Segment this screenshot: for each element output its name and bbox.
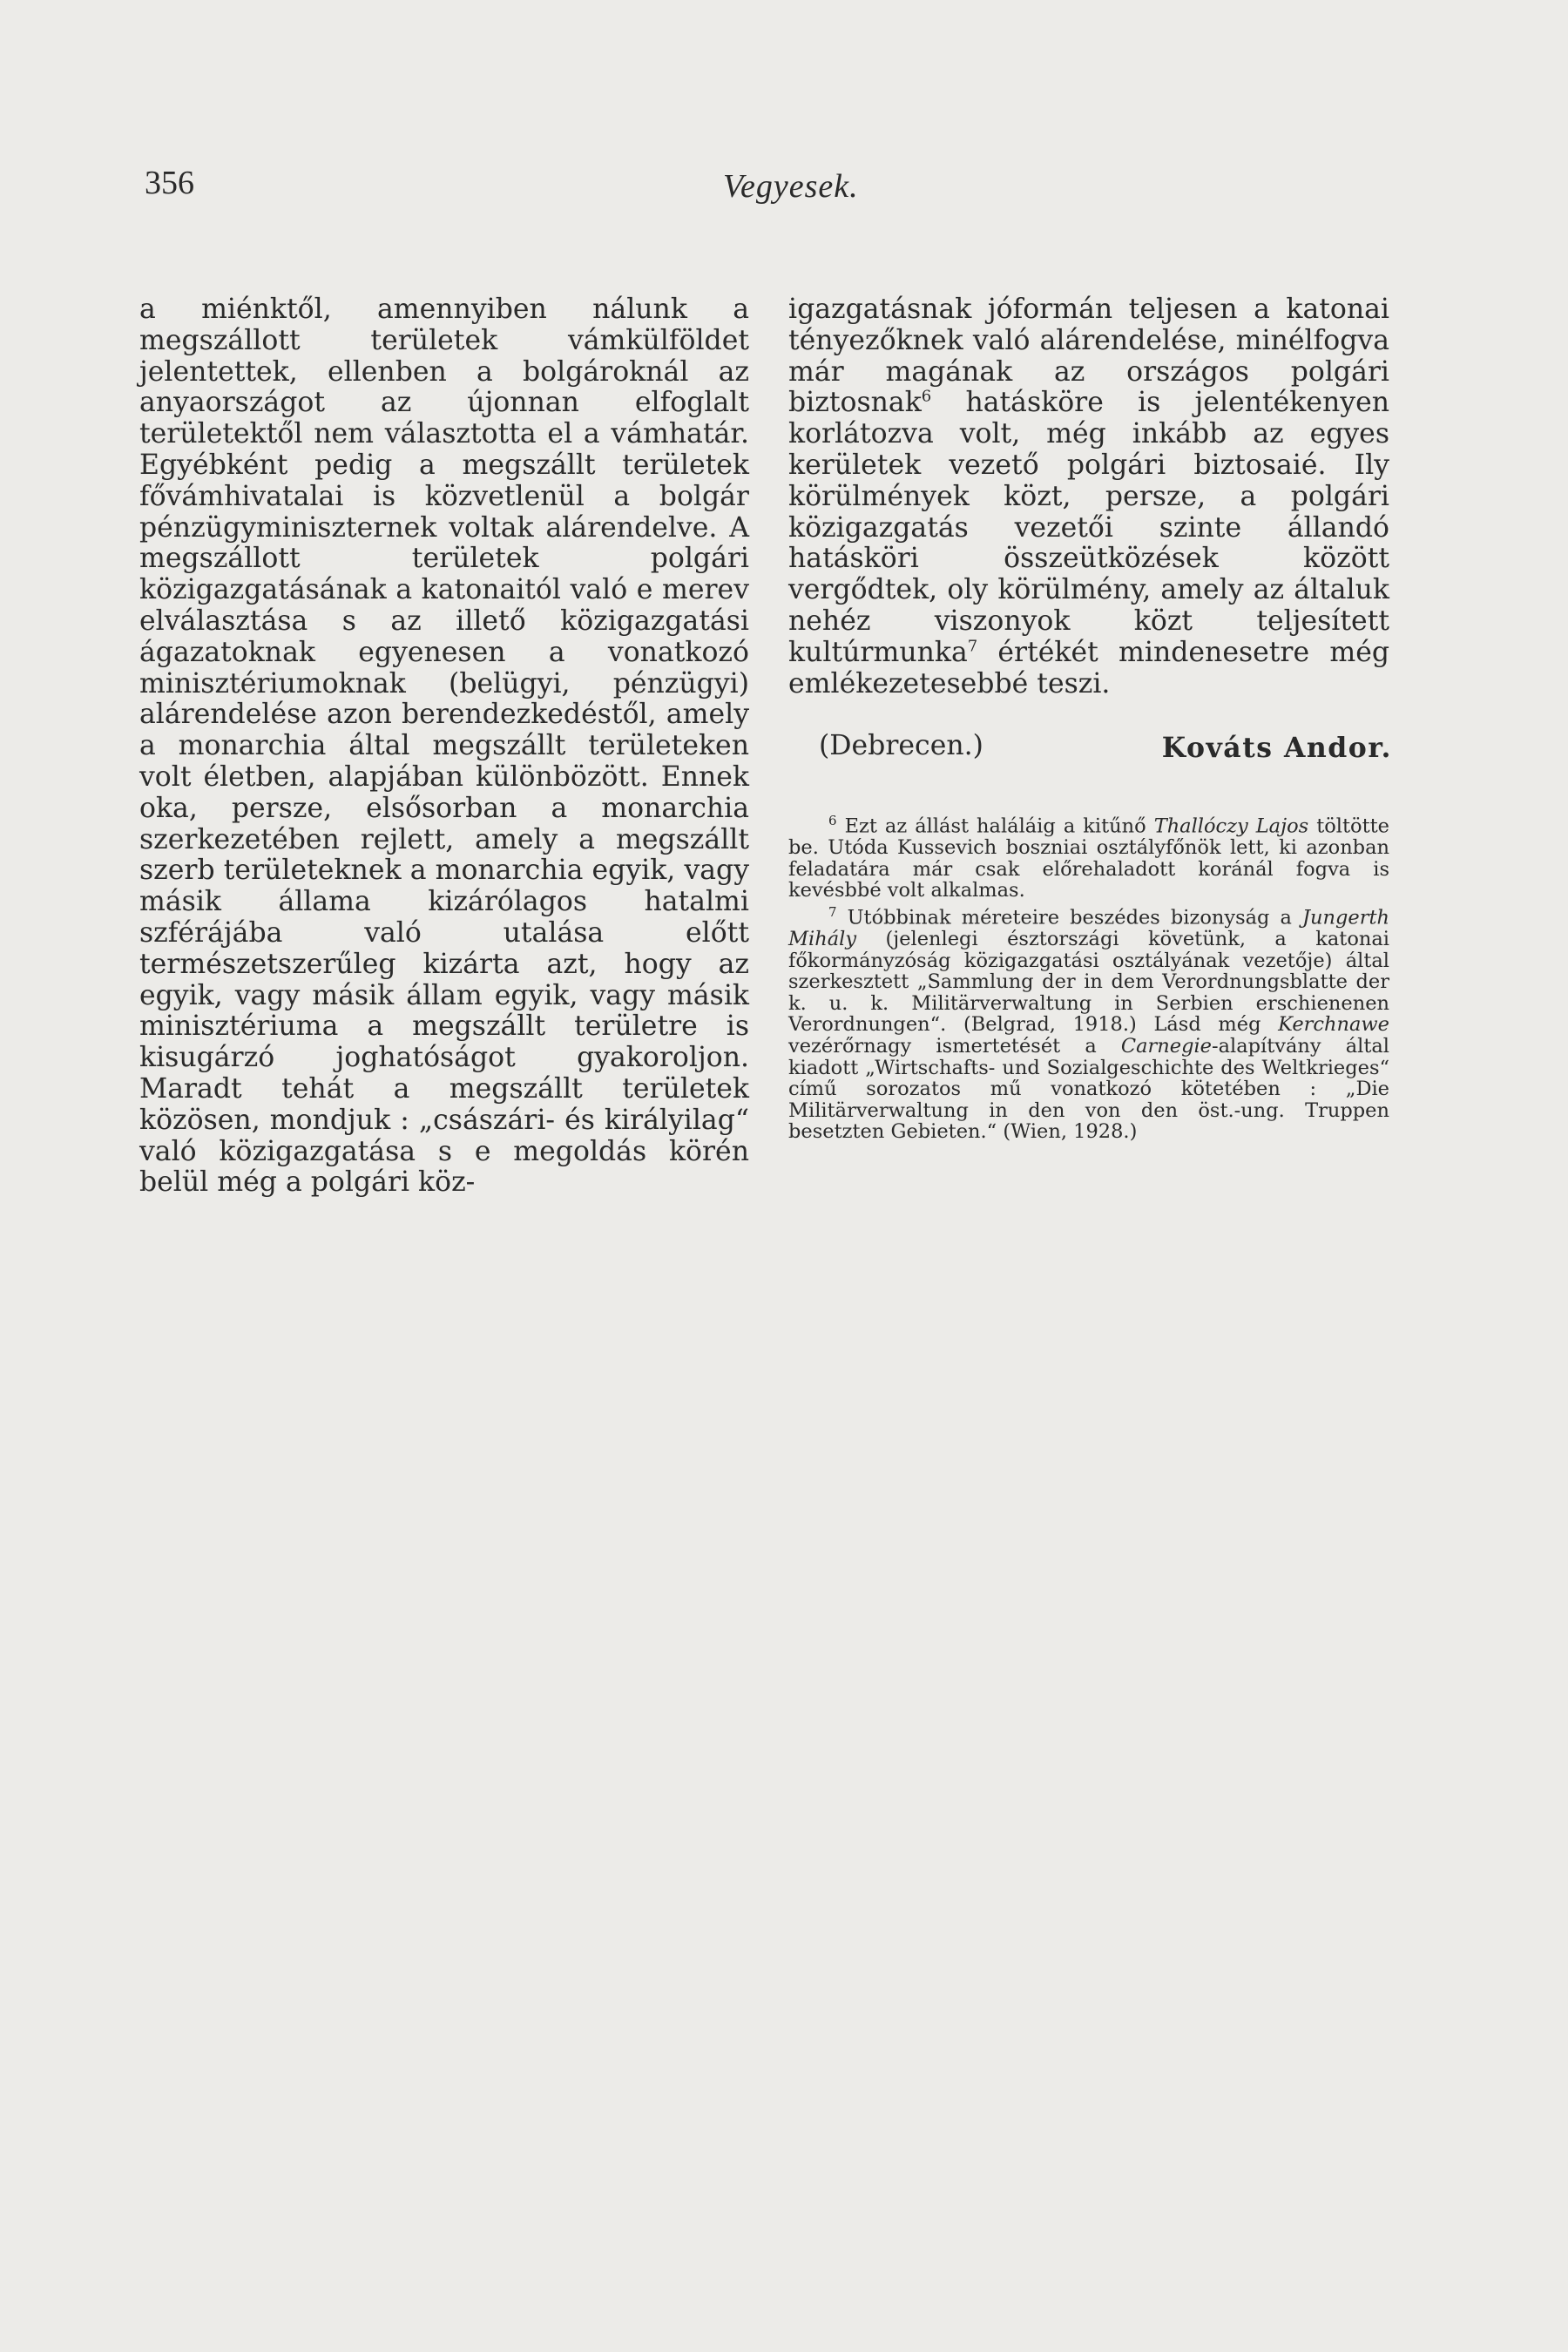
footnote-7-name-jungerth: Jungerth Mihály [788, 906, 1389, 950]
right-text-part2: hatásköre is jelentékenyen korlátozva volt, még inkább az egyes kerületek vezető polgári biztosaié. Ily körülmények közt, persze, a polgári közigazgatás vezetői szinte állandó hatásköri összeütközések között vergődtek, oly körülmény, amely az általuk nehéz viszonyok közt teljesített kultúrmunka [788, 387, 1389, 668]
footnote-ref-6: 6 [921, 387, 932, 406]
signature-author: Kováts Andor. [1161, 732, 1392, 764]
page-number: 356 [145, 165, 194, 201]
left-column-text: a miénktől, amennyiben nálunk a megszállott területek vámkülföldet jelentettek, ellenben a bolgároknál az anyaországot az újonnan elfoglalt területektől nem választotta el a vámhatár. Egyébként pedig a megszállt területek fővámhivatalai is közvetlenül a bolgár pénzügyminiszternek voltak alárendelve. A megszállott területek polgári közigazgatásának a katonaitól való e merev elválasztása s az illető közigazgatási ágazatoknak egyenesen a vonatkozó minisztériumoknak (belügyi, pénzügyi) alárendelése azon berendezkedéstől, amely a monarchia által megszállt területeken volt életben, alapjában különbözött. Ennek oka, persze, elsősorban a monarchia szerkezetében rejlett, amely a megszállt szerb területeknek a monarchia egyik, vagy másik állama kizárólagos hatalmi szférájába való utalása előtt természetszerűleg kizárta azt, hogy az egyik, vagy másik állam egyik, vagy másik minisztériuma a megszállt területre is kisugárzó joghatóságot gyakoroljon. Maradt tehát a megszállt területek közösen, mondjuk : „császári- és királyilag“ való közigazgatása s e megoldás körén belül még a polgári köz- [139, 294, 749, 1199]
right-text-part3: értékét mindenesetre még emlékezetesebbé teszi. [788, 636, 1389, 700]
footnote-7-text-b: (jelenlegi észtországi követünk, a katonai főkormányzóság közigazgatási osztályának vezetője) által szerkesztett „Sammlung der in dem Verordnungsblatte der k. u. k. Militärverwaltung in Serbien erschienenen Verordnungen“. (Belgrad, 1918.) Lásd még [788, 927, 1389, 1037]
footnote-7-text-c: vezérőrnagy ismertetését a [788, 1034, 1121, 1058]
right-text-part1: igazgatásnak jóformán teljesen a katonai tényezőknek való alárendelése, minélfogva már magának az országos polgári biztosnak [788, 294, 1389, 419]
footnote-ref-7: 7 [967, 637, 978, 656]
page-header [139, 164, 1394, 216]
footnote-7-name-carnegie: Carnegie [1120, 1034, 1212, 1058]
running-head: Vegyesek. [723, 168, 859, 205]
footnote-7 [788, 902, 1389, 1143]
footnote-7-name-kerchnawe: Kerchnawe [1278, 1013, 1389, 1037]
footnote-7-text-a: Utóbbinak méreteire beszédes bizonyság a [836, 906, 1302, 929]
footnote-6 [788, 810, 1389, 902]
signature-line [819, 730, 1394, 768]
right-column-text [788, 294, 1389, 700]
left-column [139, 294, 749, 1199]
signature-place: (Debrecen.) [819, 730, 983, 761]
footnote-6-text-a: Ezt az állást haláláig a kitűnő [836, 814, 1154, 838]
footnote-6-number: 6 [828, 813, 837, 828]
footnote-6-text-b: töltötte be. Utóda Kussevich boszniai osztályfőnök lett, ki azonban feladatára már csak előrehaladott koránál fogva is kevésbbé volt alkalmas. [788, 814, 1389, 902]
footnotes [788, 810, 1389, 1143]
footnote-7-text-d: -alapítvány által kiadott „Wirtschafts- und Sozialgeschichte des Weltkrieges“ című sorozatos mű vonatkozó kötetében : „Die Militärverwaltung in den von den öst.-ung. Truppen besetzten Gebieten.“ (Wien, 1928.) [788, 1034, 1389, 1144]
footnote-6-name: Thallóczy Lajos [1153, 814, 1309, 838]
footnote-7-number: 7 [828, 903, 837, 920]
right-column [788, 294, 1389, 700]
